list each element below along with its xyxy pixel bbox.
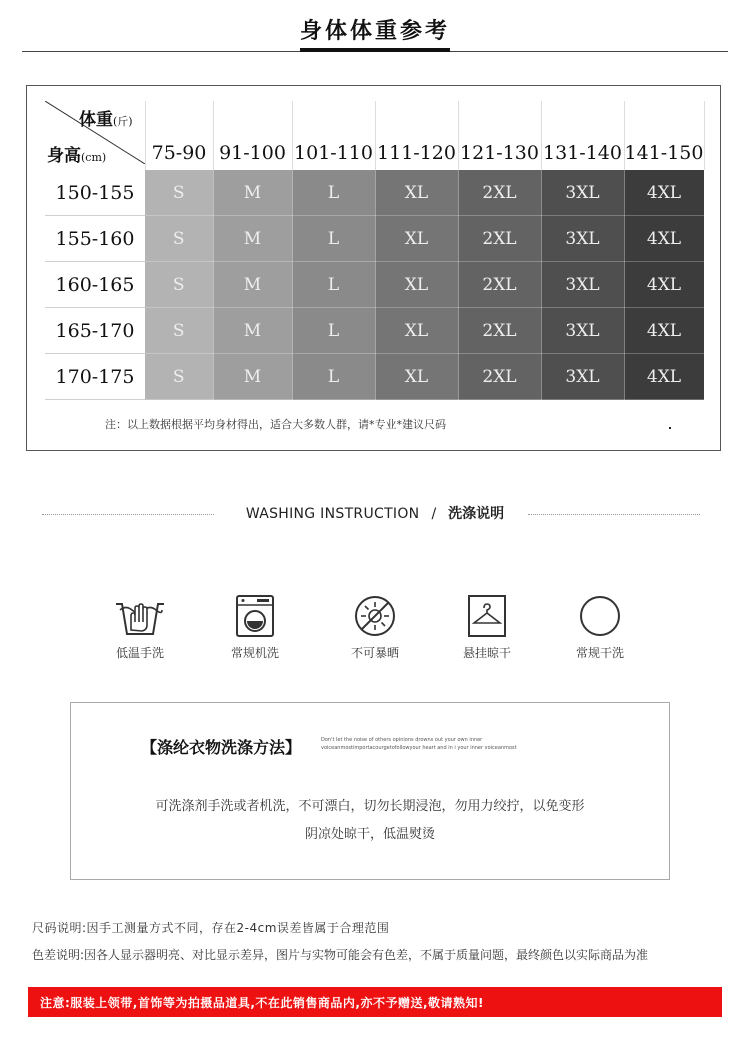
- size-cell: S: [145, 216, 213, 262]
- table-row: [45, 354, 704, 400]
- wash-method-title: 【涤纶衣物洗涤方法】: [141, 738, 302, 757]
- size-cell: M: [213, 216, 292, 262]
- wash-method-english-line: Don't let the noise of others opinions drowns out your own inner: [321, 737, 483, 743]
- care-label: 低温手洗: [115, 646, 164, 660]
- size-cell: XL: [375, 262, 458, 308]
- size-cell: XL: [375, 170, 458, 216]
- title-underline: [300, 48, 450, 52]
- weight-range-header: 101-110: [292, 101, 375, 170]
- weight-range-header: 111-120: [375, 101, 458, 170]
- care-label: 常规干洗: [575, 646, 624, 660]
- size-cell: 3XL: [541, 216, 624, 262]
- size-cell: 4XL: [624, 170, 704, 216]
- care-item-dry-clean: [555, 594, 645, 661]
- wash-method-text: 阴凉处晾干，低温熨烫: [304, 827, 435, 842]
- warning-text: 注意:服装上领带,首饰等为拍摄品道具,不在此销售商品内,亦不予赠送,敬请熟知!: [40, 996, 485, 1010]
- size-cell: 3XL: [541, 308, 624, 354]
- washing-heading-cn: 洗涤说明: [448, 506, 505, 522]
- page-header: [0, 0, 750, 56]
- size-cell: 2XL: [458, 354, 541, 400]
- size-cell: 4XL: [624, 262, 704, 308]
- height-label-text: 身高: [47, 146, 81, 166]
- height-range-cell: 155-160: [45, 216, 145, 262]
- size-cell: 4XL: [624, 216, 704, 262]
- wash-method-panel: [70, 702, 670, 880]
- washing-heading-separator: /: [431, 506, 437, 522]
- care-item-machine-wash: [210, 594, 300, 661]
- weight-range-header: 131-140: [541, 101, 624, 170]
- weight-range-header: 141-150: [624, 101, 704, 170]
- height-range-cell: 165-170: [45, 308, 145, 354]
- table-row: [45, 170, 704, 216]
- table-row: [45, 216, 704, 262]
- size-cell: M: [213, 308, 292, 354]
- size-cell: L: [292, 216, 375, 262]
- size-cell: XL: [375, 308, 458, 354]
- size-cell: 4XL: [624, 354, 704, 400]
- height-range-cell: 150-155: [45, 170, 145, 216]
- size-cell: 2XL: [458, 170, 541, 216]
- size-cell: XL: [375, 216, 458, 262]
- size-chart-body: [45, 170, 704, 400]
- page-title: 身体体重参考: [299, 19, 450, 44]
- care-item-hang-dry: [442, 594, 532, 661]
- size-cell: M: [213, 354, 292, 400]
- table-corner-cell: [45, 101, 145, 170]
- size-cell: S: [145, 308, 213, 354]
- size-cell: M: [213, 170, 292, 216]
- size-cell: 2XL: [458, 262, 541, 308]
- size-cell: 3XL: [541, 262, 624, 308]
- size-cell: XL: [375, 354, 458, 400]
- table-row: [45, 262, 704, 308]
- size-chart-panel: [26, 85, 721, 451]
- weight-range-header: 121-130: [458, 101, 541, 170]
- care-label: 不可暴晒: [350, 646, 399, 660]
- care-item-no-sun: [330, 594, 420, 661]
- size-cell: S: [145, 354, 213, 400]
- stray-dot: [669, 427, 671, 429]
- machine-wash-icon: [233, 594, 277, 638]
- wash-method-english: [321, 736, 611, 752]
- weight-axis-label: [79, 105, 133, 130]
- washing-heading: [0, 503, 750, 523]
- care-item-hand-wash: [95, 594, 185, 661]
- hand-wash-icon: [112, 594, 168, 638]
- size-cell: L: [292, 170, 375, 216]
- size-cell: 4XL: [624, 308, 704, 354]
- height-range-cell: 170-175: [45, 354, 145, 400]
- size-chart-note: 注：以上数据根据平均身材得出，适合大多数人群，请*专业*建议尺码: [105, 418, 446, 431]
- weight-unit: (斤): [113, 115, 133, 128]
- size-cell: M: [213, 262, 292, 308]
- height-unit: (cm): [81, 151, 107, 164]
- size-cell: L: [292, 308, 375, 354]
- no-sun-icon: [353, 594, 397, 638]
- size-cell: 3XL: [541, 170, 624, 216]
- hang-dry-icon: [465, 594, 509, 638]
- color-difference-note: 色差说明:因各人显示器明亮、对比显示差异，图片与实物可能会有色差，不属于质量问题，最终颜色以实际商品为准: [32, 948, 649, 962]
- size-cell: 2XL: [458, 308, 541, 354]
- care-label: 悬挂晾干: [462, 646, 511, 660]
- size-measure-note: 尺码说明:因手工测量方式不同，存在2-4cm误差皆属于合理范围: [32, 921, 390, 935]
- wash-method-english-line: voiceanmostimportacourgetofollowyour heart and in i your inner voiceanmost: [321, 745, 517, 751]
- size-cell: S: [145, 262, 213, 308]
- size-chart-table: [45, 101, 705, 400]
- dry-clean-icon: [578, 594, 622, 638]
- washing-heading-en: WASHING INSTRUCTION: [245, 506, 420, 522]
- table-row: [45, 308, 704, 354]
- warning-banner: [28, 987, 722, 1017]
- weight-range-header: 91-100: [213, 101, 292, 170]
- wash-method-text: 可洗涤剂手洗或者机洗，不可漂白，切勿长期浸泡，勿用力绞拧，以免变形: [155, 799, 585, 814]
- care-label: 常规机洗: [230, 646, 279, 660]
- size-cell: L: [292, 354, 375, 400]
- size-cell: L: [292, 262, 375, 308]
- weight-range-header: 75-90: [145, 101, 213, 170]
- height-range-cell: 160-165: [45, 262, 145, 308]
- weight-label-text: 体重: [79, 110, 113, 130]
- size-cell: 2XL: [458, 216, 541, 262]
- height-axis-label: [47, 141, 106, 166]
- size-cell: 3XL: [541, 354, 624, 400]
- table-header-row: [45, 101, 704, 170]
- size-cell: S: [145, 170, 213, 216]
